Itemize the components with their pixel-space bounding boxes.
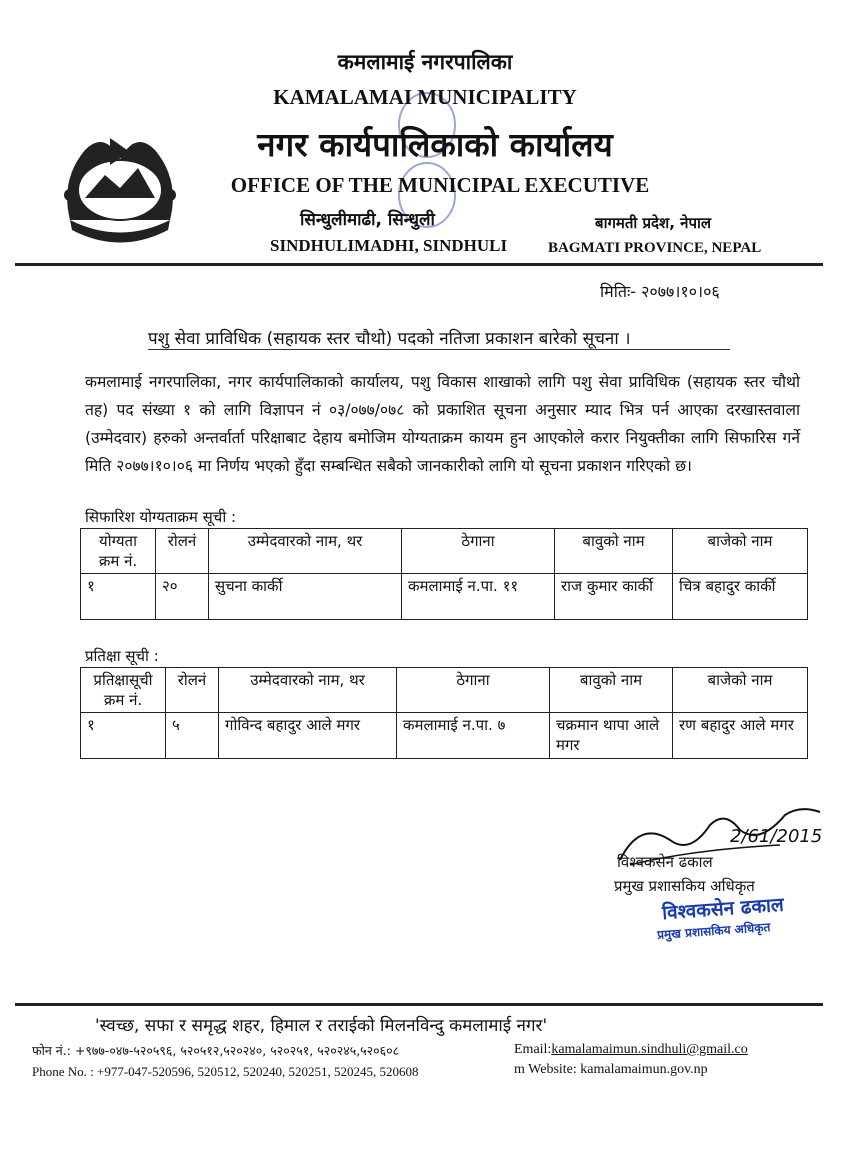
phone-en: Phone No. : +977-047-520596, 520512, 520240, 520251, 520245, 520608 xyxy=(32,1064,419,1079)
col-grandfather: बाजेको नाम xyxy=(673,529,808,574)
notice-date: मितिः- २०७७।१०।०६ xyxy=(600,282,720,301)
province-np: बागमती प्रदेश, नेपाल xyxy=(595,214,712,232)
signatory-title: प्रमुख प्रशासकिय अधिकृत xyxy=(614,877,755,895)
phone-np: फोन नं.: +९७७-०४७-५२०५९६, ५२०५१२,५२०२४०, ५२०२५१, ५२०२४५,५२०६०८ xyxy=(32,1043,400,1058)
cell-grandfather: रण बहादुर आले मगर xyxy=(673,713,808,759)
waiting-list-title: प्रतिक्षा सूची : xyxy=(85,647,159,665)
col-rank: योग्यता क्रम नं. xyxy=(81,529,156,574)
email-line xyxy=(514,1042,748,1058)
website-line xyxy=(514,1062,708,1078)
website-link[interactable]: kamalamaimun.gov.np xyxy=(580,1062,708,1077)
stamp-title: प्रमुख प्रशासकिय अधिकृत xyxy=(656,920,771,942)
location-np: सिन्धुलीमाढी, सिन्धुली xyxy=(300,210,435,230)
office-name-np: नगर कार्यपालिकाको कार्यालय xyxy=(257,125,613,164)
cell-rank: १ xyxy=(81,713,166,759)
email-label: Email: xyxy=(514,1042,552,1057)
signatory-name: विश्वकसेन ढकाल xyxy=(617,853,713,871)
cell-address: कमलामाई न.पा. ११ xyxy=(402,574,555,620)
cell-roll: ५ xyxy=(166,713,219,759)
municipality-name-en: KAMALAMAI MUNICIPALITY xyxy=(273,85,577,109)
waiting-table xyxy=(80,667,808,759)
recommended-list-title: सिफारिश योग्यताक्रम सूची : xyxy=(85,508,237,526)
cell-address: कमलामाई न.पा. ७ xyxy=(397,713,550,759)
notice-body: कमलामाई नगरपालिका, नगर कार्यपालिकाको कार्यालय, पशु विकास शाखाको लागि पशु सेवा प्राविधिक (सहायक स्तर चौथो तह) पद संख्या १ को लागि विज्ञापन नं ०३/०७७/०७८ को प्रकाशित सूचना अनुसार म्याद भित्र पर्न आएका दरखास्तवाला (उम्मेदवार) हरुको अन्तर्वार्ता परिक्षाबाट देहाय बमोजिम योग्यताक्रम कायम हुन आएकोले करार नियुक्तीका लागि सिफारिस गर्ने मिति २०७७।१०।०६ मा निर्णय भएको हुँदा सम्बन्धित सबैको जानकारीको लागि यो सूचना प्रकाशन गरिएको छ। xyxy=(85,373,800,475)
recommended-table xyxy=(80,528,808,620)
cell-grandfather: चित्र बहादुर कार्की xyxy=(673,574,808,620)
col-roll: रोलनं xyxy=(166,668,219,713)
office-name-en: OFFICE OF THE MUNICIPAL EXECUTIVE xyxy=(230,173,650,197)
col-roll: रोलनं xyxy=(156,529,209,574)
municipality-name-np: कमलामाई नगरपालिका xyxy=(337,50,513,74)
table-row xyxy=(81,574,808,620)
cell-father: राज कुमार कार्की xyxy=(555,574,673,620)
col-rank: प्रतिक्षासूची क्रम नं. xyxy=(81,668,166,713)
col-name: उम्मेदवारको नाम, थर xyxy=(209,529,402,574)
footer-rule xyxy=(15,1003,823,1006)
notice-subject: पशु सेवा प्राविधिक (सहायक स्तर चौथो) पदको नतिजा प्रकाशन बारेको सूचना । xyxy=(148,329,631,349)
footer-motto: 'स्वच्छ, सफा र समृद्ध शहर, हिमाल र तराईको मिलनविन्दु कमलामाई नगर' xyxy=(95,1016,548,1036)
stamp-name: विश्वकसेन ढकाल xyxy=(661,893,785,925)
col-name: उम्मेदवारको नाम, थर xyxy=(219,668,397,713)
cell-father: चक्रमान थापा आले मगर xyxy=(550,713,673,759)
cell-rank: १ xyxy=(81,574,156,620)
table-row xyxy=(81,713,808,759)
table-header-row xyxy=(81,529,808,574)
col-address: ठेगाना xyxy=(402,529,555,574)
col-father: बावुको नाम xyxy=(550,668,673,713)
col-grandfather: बाजेको नाम xyxy=(673,668,808,713)
province-en: BAGMATI PROVINCE, NEPAL xyxy=(548,240,762,256)
col-father: बावुको नाम xyxy=(555,529,673,574)
website-label: m Website: xyxy=(514,1062,577,1077)
signature-date: 2/61/2015 xyxy=(730,826,823,847)
cell-name: सुचना कार्की xyxy=(209,574,402,620)
table-header-row xyxy=(81,668,808,713)
header-rule xyxy=(15,263,823,266)
email-link[interactable]: kamalamaimun.sindhuli@gmail.co xyxy=(551,1042,748,1057)
cell-name: गोविन्द बहादुर आले मगर xyxy=(219,713,397,759)
col-address: ठेगाना xyxy=(397,668,550,713)
cell-roll: २० xyxy=(156,574,209,620)
location-en: SINDHULIMADHI, SINDHULI xyxy=(270,236,508,255)
subject-underline xyxy=(148,349,730,350)
